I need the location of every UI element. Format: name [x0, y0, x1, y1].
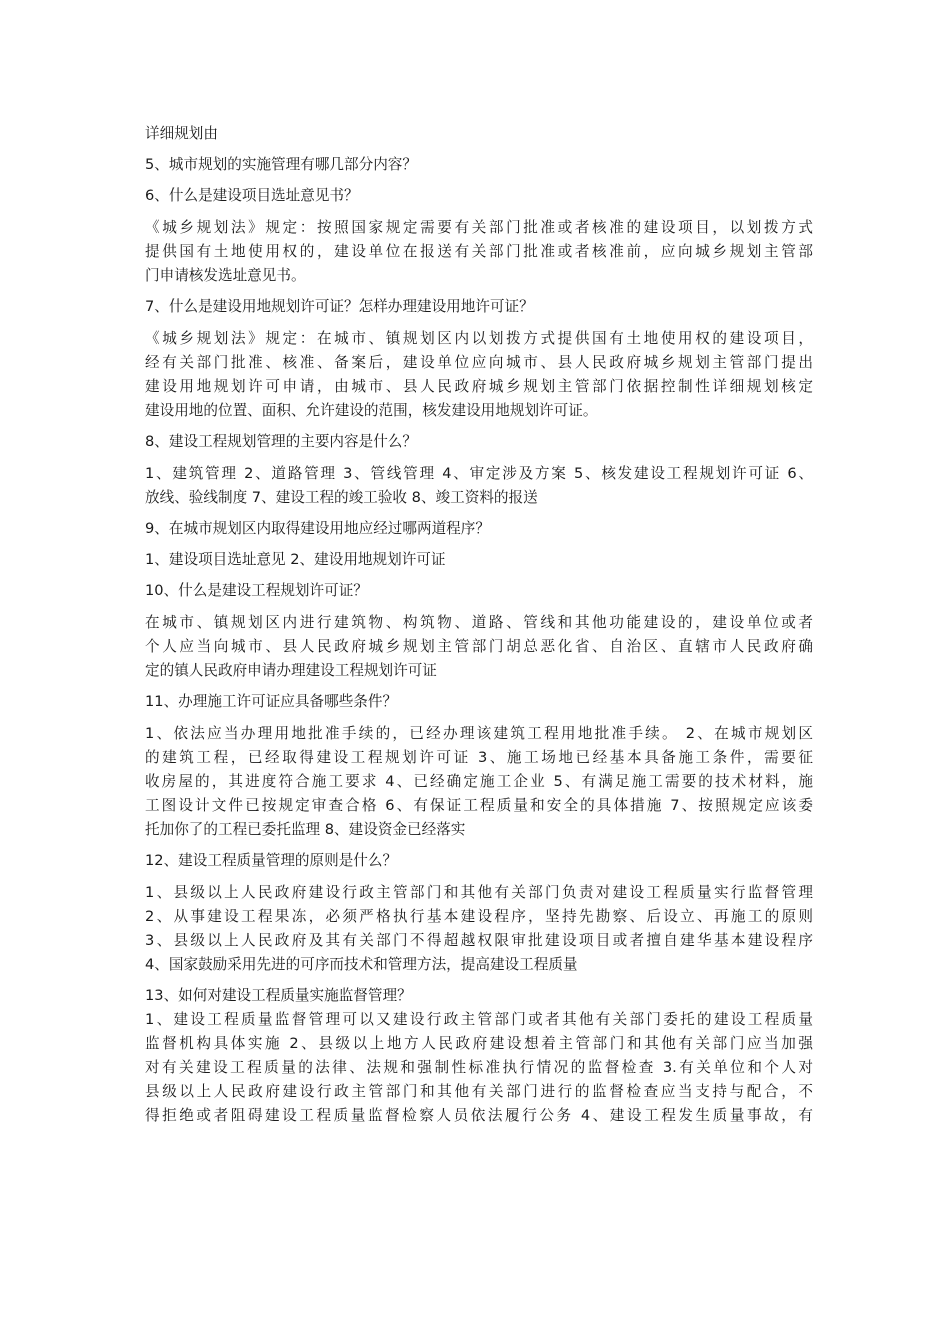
text-line: 工图设计文件已按规定审查合格 6、有保证工程质量和安全的具体措施 7、按照规定应该委 [145, 797, 813, 814]
text-line: 《城乡规划法》规定：按照国家规定需要有关部门批准或者核准的建设项目，以划拨方式 [145, 219, 813, 236]
text-line: 1、依法应当办理用地批准手续的，已经办理该建筑工程用地批准手续。 2、在城市规划区 [145, 725, 813, 742]
text-line: 放线、验线制度 7、建设工程的竣工验收 8、竣工资料的报送 [145, 489, 538, 506]
text-line: 经有关部门批准、核准、备案后，建设单位应向城市、县人民政府城乡规划主管部门提出 [145, 354, 813, 371]
text-line: 提供国有土地使用权的，建设单位在报送有关部门批准或者核准前，应向城乡规划主管部 [145, 243, 813, 260]
question-heading: 11、办理施工许可证应具备哪些条件？ [145, 693, 398, 710]
text-line: 1、建设工程质量监督管理可以又建设行政主管部门或者其他有关部门委托的建设工程质量 [145, 1011, 813, 1028]
text-line: 3、县级以上人民政府及其有关部门不得超越权限审批建设项目或者擅自建华基本建设程序 [145, 932, 813, 949]
text-line: 定的镇人民政府申请办理建设工程规划许可证 [145, 662, 437, 679]
text-line: 托加你了的工程已委托监理 8、建设资金已经落实 [145, 821, 466, 838]
text-line: 详细规划由 [145, 125, 218, 142]
question-heading: 6、什么是建设项目选址意见书？ [145, 187, 359, 204]
text-line: 建设用地规划许可申请，由城市、县人民政府城乡规划主管部门依据控制性详细规划核定 [145, 378, 813, 395]
text-line: 1、建设项目选址意见 2、建设用地规划许可证 [145, 551, 446, 568]
text-line: 建设用地的位置、面积、允许建设的范围，核发建设用地规划许可证。 [145, 402, 598, 419]
question-heading: 8、建设工程规划管理的主要内容是什么？ [145, 433, 417, 450]
text-line: 对有关建设工程质量的法律、法规和强制性标准执行情况的监督检查 3.有关单位和个人对 [145, 1059, 813, 1076]
text-line: 的建筑工程，已经取得建设工程规划许可证 3、施工场地已经基本具备施工条件，需要征 [145, 749, 813, 766]
text-line: 1、县级以上人民政府建设行政主管部门和其他有关部门负责对建设工程质量实行监督管理 [145, 884, 813, 901]
question-heading: 9、在城市规划区内取得建设用地应经过哪两道程序？ [145, 520, 490, 537]
text-line: 4、国家鼓励采用先进的可序而技术和管理方法，提高建设工程质量 [145, 956, 578, 973]
text-line: 县级以上人民政府建设行政主管部门和其他有关部门进行的监督检查应当支持与配合，不 [145, 1083, 813, 1100]
text-line: 收房屋的，其进度符合施工要求 4、已经确定施工企业 5、有满足施工需要的技术材料，施 [145, 773, 813, 790]
text-line: 在城市、镇规划区内进行建筑物、构筑物、道路、管线和其他功能建设的，建设单位或者 [145, 614, 813, 631]
text-line: 个人应当向城市、县人民政府城乡规划主管部门胡总恶化省、自治区、直辖市人民政府确 [145, 638, 813, 655]
text-line: 《城乡规划法》规定：在城市、镇规划区内以划拨方式提供国有土地使用权的建设项目， [145, 330, 813, 347]
question-heading: 10、什么是建设工程规划许可证？ [145, 582, 368, 599]
question-heading: 5、城市规划的实施管理有哪几部分内容？ [145, 156, 417, 173]
text-line: 门申请核发选址意见书。 [145, 267, 306, 284]
question-heading: 7、什么是建设用地规划许可证？怎样办理建设用地许可证？ [145, 298, 534, 315]
question-heading: 12、建设工程质量管理的原则是什么？ [145, 852, 398, 869]
text-line: 1、建筑管理 2、道路管理 3、管线管理 4、审定涉及方案 5、核发建设工程规划许可证 6、 [145, 465, 813, 482]
text-line: 监督机构具体实施 2、县级以上地方人民政府建设想着主管部门和其他有关部门应当加强 [145, 1035, 813, 1052]
question-heading: 13、如何对建设工程质量实施监督管理？ [145, 987, 412, 1004]
document-body [145, 122, 813, 1128]
text-line: 2、从事建设工程果冻，必须严格执行基本建设程序，坚持先勘察、后设立、再施工的原则 [145, 908, 813, 925]
text-line: 得拒绝或者阻碍建设工程质量监督检察人员依法履行公务 4、建设工程发生质量事故，有 [145, 1107, 813, 1124]
